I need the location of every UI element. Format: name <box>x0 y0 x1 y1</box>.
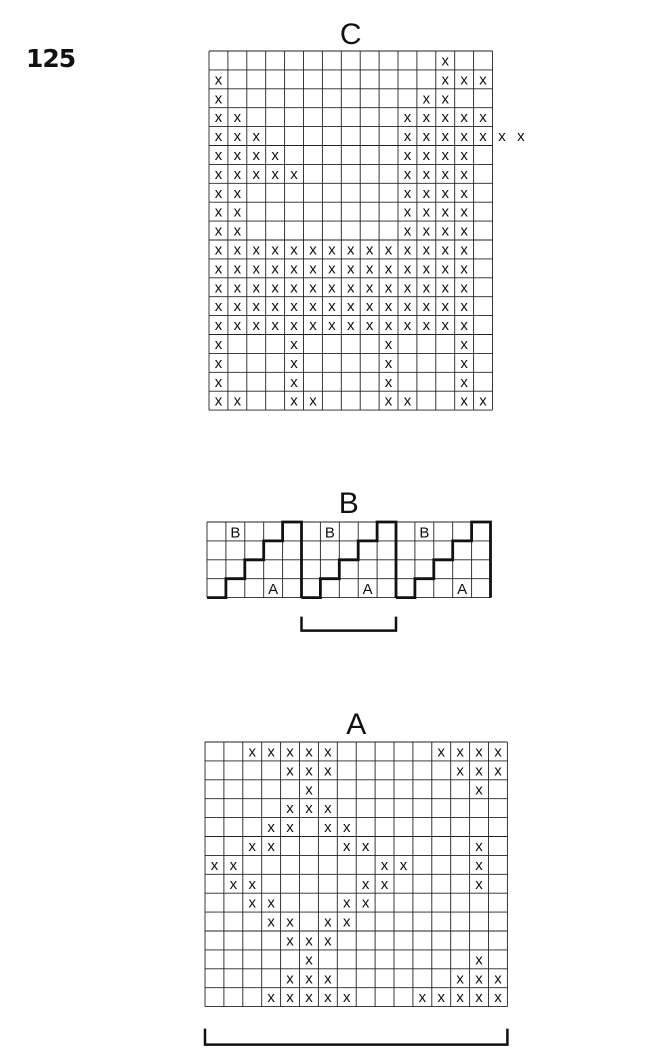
stitch-x: x <box>460 241 468 259</box>
stitch-x: x <box>290 354 298 372</box>
stitch-x: x <box>305 762 313 780</box>
stitch-x: x <box>309 279 317 297</box>
stitch-x: x <box>441 184 449 202</box>
stitch-x: x <box>460 335 468 353</box>
stitch-x: x <box>365 298 374 316</box>
stitch-x: x <box>384 354 393 372</box>
stitch-x: x <box>305 800 313 818</box>
stitch-x: x <box>214 335 223 353</box>
stitch-x: x <box>384 373 393 391</box>
stitch-x: x <box>422 165 431 183</box>
stitch-x: x <box>233 222 242 240</box>
stitch-x: x <box>441 279 449 297</box>
stitch-x: x <box>248 837 256 855</box>
stitch-x: x <box>441 90 449 108</box>
stitch-x: x <box>422 317 431 335</box>
stitch-x: x <box>422 146 431 164</box>
stitch-x: x <box>460 71 468 89</box>
stitch-x: x <box>328 241 336 259</box>
stitch-x: x <box>475 989 483 1007</box>
stitch-x: x <box>271 165 279 183</box>
stitch-x: x <box>403 260 412 278</box>
stitch-x: x <box>456 762 464 780</box>
stitch-x: x <box>475 781 483 799</box>
stitch-x: x <box>271 260 279 278</box>
stitch-x: x <box>441 165 449 183</box>
stitch-x: x <box>403 203 412 221</box>
stitch-x: x <box>384 241 393 259</box>
stitch-x: x <box>328 317 336 335</box>
stitch-x: x <box>456 989 464 1007</box>
stitch-x: x <box>494 762 502 780</box>
stitch-x: x <box>233 165 242 183</box>
stitch-x: x <box>403 184 412 202</box>
stitch-x: x <box>214 90 223 108</box>
stitch-x: x <box>214 203 223 221</box>
stitch-x: x <box>441 109 449 127</box>
stitch-x: x <box>290 279 298 297</box>
stitch-x: x <box>271 241 279 259</box>
stitch-x: x <box>271 317 279 335</box>
stitch-x: x <box>384 298 393 316</box>
stitch-x: x <box>475 837 483 855</box>
stitch-x: x <box>324 970 332 988</box>
stitch-x: x <box>233 109 242 127</box>
stitch-x: x <box>460 392 468 410</box>
stitch-x: x <box>214 354 223 372</box>
stitch-x: x <box>475 762 483 780</box>
stitch-x: x <box>384 260 393 278</box>
stitch-x: x <box>475 970 483 988</box>
stitch-x: x <box>252 279 260 297</box>
stitch-x: x <box>233 260 242 278</box>
section-label-b: B <box>230 524 241 542</box>
stitch-x: x <box>441 317 449 335</box>
stitch-x: x <box>286 913 294 931</box>
stitch-x: x <box>441 260 449 278</box>
stitch-x: x <box>475 743 483 761</box>
stitch-x: x <box>214 128 223 146</box>
stitch-x: x <box>214 392 223 410</box>
stitch-x: x <box>267 837 275 855</box>
stitch-x: x <box>441 71 449 89</box>
stitch-x: x <box>343 913 351 931</box>
stitch-x: x <box>290 392 298 410</box>
stitch-x: x <box>305 989 313 1007</box>
stitch-x: x <box>365 260 374 278</box>
stitch-x: x <box>403 298 412 316</box>
stitch-x: x <box>479 109 487 127</box>
stitch-x: x <box>248 743 256 761</box>
stitch-x: x <box>214 109 223 127</box>
stitch-x: x <box>214 260 223 278</box>
section-label-a: A <box>362 581 373 599</box>
stitch-x: x <box>309 298 317 316</box>
stitch-x: x <box>347 260 355 278</box>
section-label-a: A <box>268 581 279 599</box>
stitch-x: x <box>252 317 260 335</box>
stitch-x: x <box>475 875 483 893</box>
stitch-x: x <box>286 743 294 761</box>
stitch-x: x <box>403 165 412 183</box>
stitch-x: x <box>422 109 431 127</box>
stitch-x: x <box>361 837 370 855</box>
stitch-x: x <box>233 128 242 146</box>
stitch-x: x <box>403 392 412 410</box>
stitch-x: x <box>347 279 355 297</box>
stitch-x: x <box>233 317 242 335</box>
stitch-x: x <box>460 298 468 316</box>
stitch-x: x <box>441 222 449 240</box>
stitch-x: x <box>252 298 260 316</box>
stitch-x: x <box>267 913 275 931</box>
stitch-x: x <box>271 298 279 316</box>
stitch-x: x <box>267 743 275 761</box>
stitch-x: x <box>460 146 468 164</box>
stitch-x: x <box>286 819 294 837</box>
stitch-x: x <box>214 146 223 164</box>
stitch-x: x <box>460 260 468 278</box>
stitch-x: x <box>305 951 313 969</box>
stitch-x: x <box>418 989 427 1007</box>
stitch-x: x <box>286 800 294 818</box>
stitch-x: x <box>214 279 223 297</box>
stitch-x: x <box>290 317 298 335</box>
stitch-x: x <box>460 109 468 127</box>
stitch-x: x <box>479 392 487 410</box>
stitch-x: x <box>252 241 260 259</box>
stitch-x: x <box>328 298 336 316</box>
section-label-b: B <box>324 524 335 542</box>
stitch-x: x <box>403 279 412 297</box>
stitch-x: x <box>271 279 279 297</box>
stitch-x: x <box>252 146 260 164</box>
stitch-x: x <box>290 241 298 259</box>
stitch-x: x <box>498 128 506 146</box>
stitch-x: x <box>456 970 464 988</box>
stitch-x: x <box>422 260 431 278</box>
stitch-x: x <box>305 781 313 799</box>
stitch-x: x <box>324 800 332 818</box>
stitch-x: x <box>229 875 238 893</box>
stitch-x: x <box>361 894 370 912</box>
repeat-bracket <box>205 1029 507 1045</box>
stitch-x: x <box>248 894 256 912</box>
section-label-a: A <box>457 581 468 599</box>
stitch-x: x <box>214 222 223 240</box>
stitch-x: x <box>214 165 223 183</box>
stitch-x: x <box>422 222 431 240</box>
stitch-x: x <box>494 743 502 761</box>
stitch-x: x <box>290 373 298 391</box>
stitch-x: x <box>441 203 449 221</box>
stitch-x: x <box>422 279 431 297</box>
stitch-x: x <box>460 317 468 335</box>
stitch-x: x <box>252 260 260 278</box>
stitch-x: x <box>460 279 468 297</box>
stitch-x: x <box>267 989 275 1007</box>
stitch-x: x <box>422 90 431 108</box>
stitch-x: x <box>347 317 355 335</box>
stitch-x: x <box>214 184 223 202</box>
stitch-x: x <box>403 146 412 164</box>
stitch-x: x <box>384 317 393 335</box>
stitch-x: x <box>460 165 468 183</box>
stitch-x: x <box>380 856 389 874</box>
stitch-x: x <box>267 819 275 837</box>
stitch-x: x <box>460 354 468 372</box>
stitch-x: x <box>403 317 412 335</box>
section-label-b: B <box>419 524 430 542</box>
stitch-x: x <box>248 875 256 893</box>
stitch-x: x <box>343 894 351 912</box>
chart-number: 125 <box>26 44 76 73</box>
stitch-x: x <box>380 875 389 893</box>
stitch-x: x <box>343 989 351 1007</box>
stitch-x: x <box>309 260 317 278</box>
stitch-x: x <box>347 241 355 259</box>
stitch-x: x <box>233 392 242 410</box>
stitch-x: x <box>214 298 223 316</box>
stitch-x: x <box>441 128 449 146</box>
chart-title-c: C <box>339 18 362 51</box>
stitch-x: x <box>365 279 374 297</box>
stitch-x: x <box>233 184 242 202</box>
stitch-x: x <box>365 317 374 335</box>
stitch-x: x <box>233 203 242 221</box>
stitch-x: x <box>214 71 223 89</box>
stitch-x: x <box>214 317 223 335</box>
stitch-x: x <box>233 146 242 164</box>
stitch-x: x <box>384 279 393 297</box>
stitch-x: x <box>328 279 336 297</box>
stitch-x: x <box>422 184 431 202</box>
stitch-x: x <box>403 241 412 259</box>
stitch-x: x <box>437 989 445 1007</box>
stitch-x: x <box>324 989 332 1007</box>
stitch-x: x <box>347 298 355 316</box>
stitch-x: x <box>305 970 313 988</box>
repeat-bracket <box>302 617 397 631</box>
stitch-x: x <box>290 335 298 353</box>
stitch-x: x <box>422 241 431 259</box>
stitch-x: x <box>441 146 449 164</box>
stitch-x: x <box>252 128 260 146</box>
stitch-x: x <box>309 392 317 410</box>
stitch-x: x <box>267 894 275 912</box>
stitch-x: x <box>403 222 412 240</box>
stitch-x: x <box>328 260 336 278</box>
stitch-x: x <box>399 856 408 874</box>
stitch-x: x <box>365 241 374 259</box>
stitch-x: x <box>494 970 502 988</box>
stitch-x: x <box>290 260 298 278</box>
stitch-x: x <box>229 856 238 874</box>
stitch-x: x <box>475 951 483 969</box>
stitch-x: x <box>343 837 351 855</box>
stitch-x: x <box>475 856 483 874</box>
stitch-x: x <box>494 989 502 1007</box>
stitch-x: x <box>286 970 294 988</box>
stitch-x: x <box>479 128 487 146</box>
stitch-x: x <box>361 875 370 893</box>
stitch-x: x <box>305 743 313 761</box>
stitch-x: x <box>460 373 468 391</box>
stitch-x: x <box>290 165 298 183</box>
stitch-x: x <box>460 203 468 221</box>
stitch-x: x <box>233 298 242 316</box>
stitch-x: x <box>517 128 525 146</box>
stitch-x: x <box>343 819 351 837</box>
chart-title-a: A <box>346 708 367 741</box>
stitch-x: x <box>403 109 412 127</box>
stitch-x: x <box>309 241 317 259</box>
stitch-x: x <box>479 71 487 89</box>
stitch-x: x <box>252 165 260 183</box>
stitch-x: x <box>271 146 279 164</box>
stitch-x: x <box>384 392 393 410</box>
stitch-x: x <box>422 298 431 316</box>
stitch-x: x <box>456 743 464 761</box>
stitch-x: x <box>324 743 332 761</box>
stitch-x: x <box>460 222 468 240</box>
stitch-x: x <box>233 241 242 259</box>
stitch-x: x <box>422 203 431 221</box>
stitch-x: x <box>214 241 223 259</box>
stitch-x: x <box>324 819 332 837</box>
stitch-x: x <box>210 856 219 874</box>
stitch-x: x <box>460 184 468 202</box>
stitch-x: x <box>422 128 431 146</box>
chart-title-b: B <box>338 487 359 520</box>
stitch-x: x <box>233 279 242 297</box>
stitch-x: x <box>214 373 223 391</box>
stitch-x: x <box>309 317 317 335</box>
stitch-x: x <box>460 128 468 146</box>
stitch-x: x <box>324 913 332 931</box>
stitch-x: x <box>324 932 332 950</box>
stitch-x: x <box>437 743 445 761</box>
stitch-x: x <box>441 241 449 259</box>
stitch-x: x <box>441 52 449 70</box>
stitch-x: x <box>403 128 412 146</box>
stitch-x: x <box>324 762 332 780</box>
stitch-x: x <box>441 298 449 316</box>
stitch-x: x <box>305 932 313 950</box>
stitch-x: x <box>286 762 294 780</box>
stitch-x: x <box>290 298 298 316</box>
stitch-x: x <box>286 989 294 1007</box>
stitch-x: x <box>384 335 393 353</box>
stitch-x: x <box>286 932 294 950</box>
